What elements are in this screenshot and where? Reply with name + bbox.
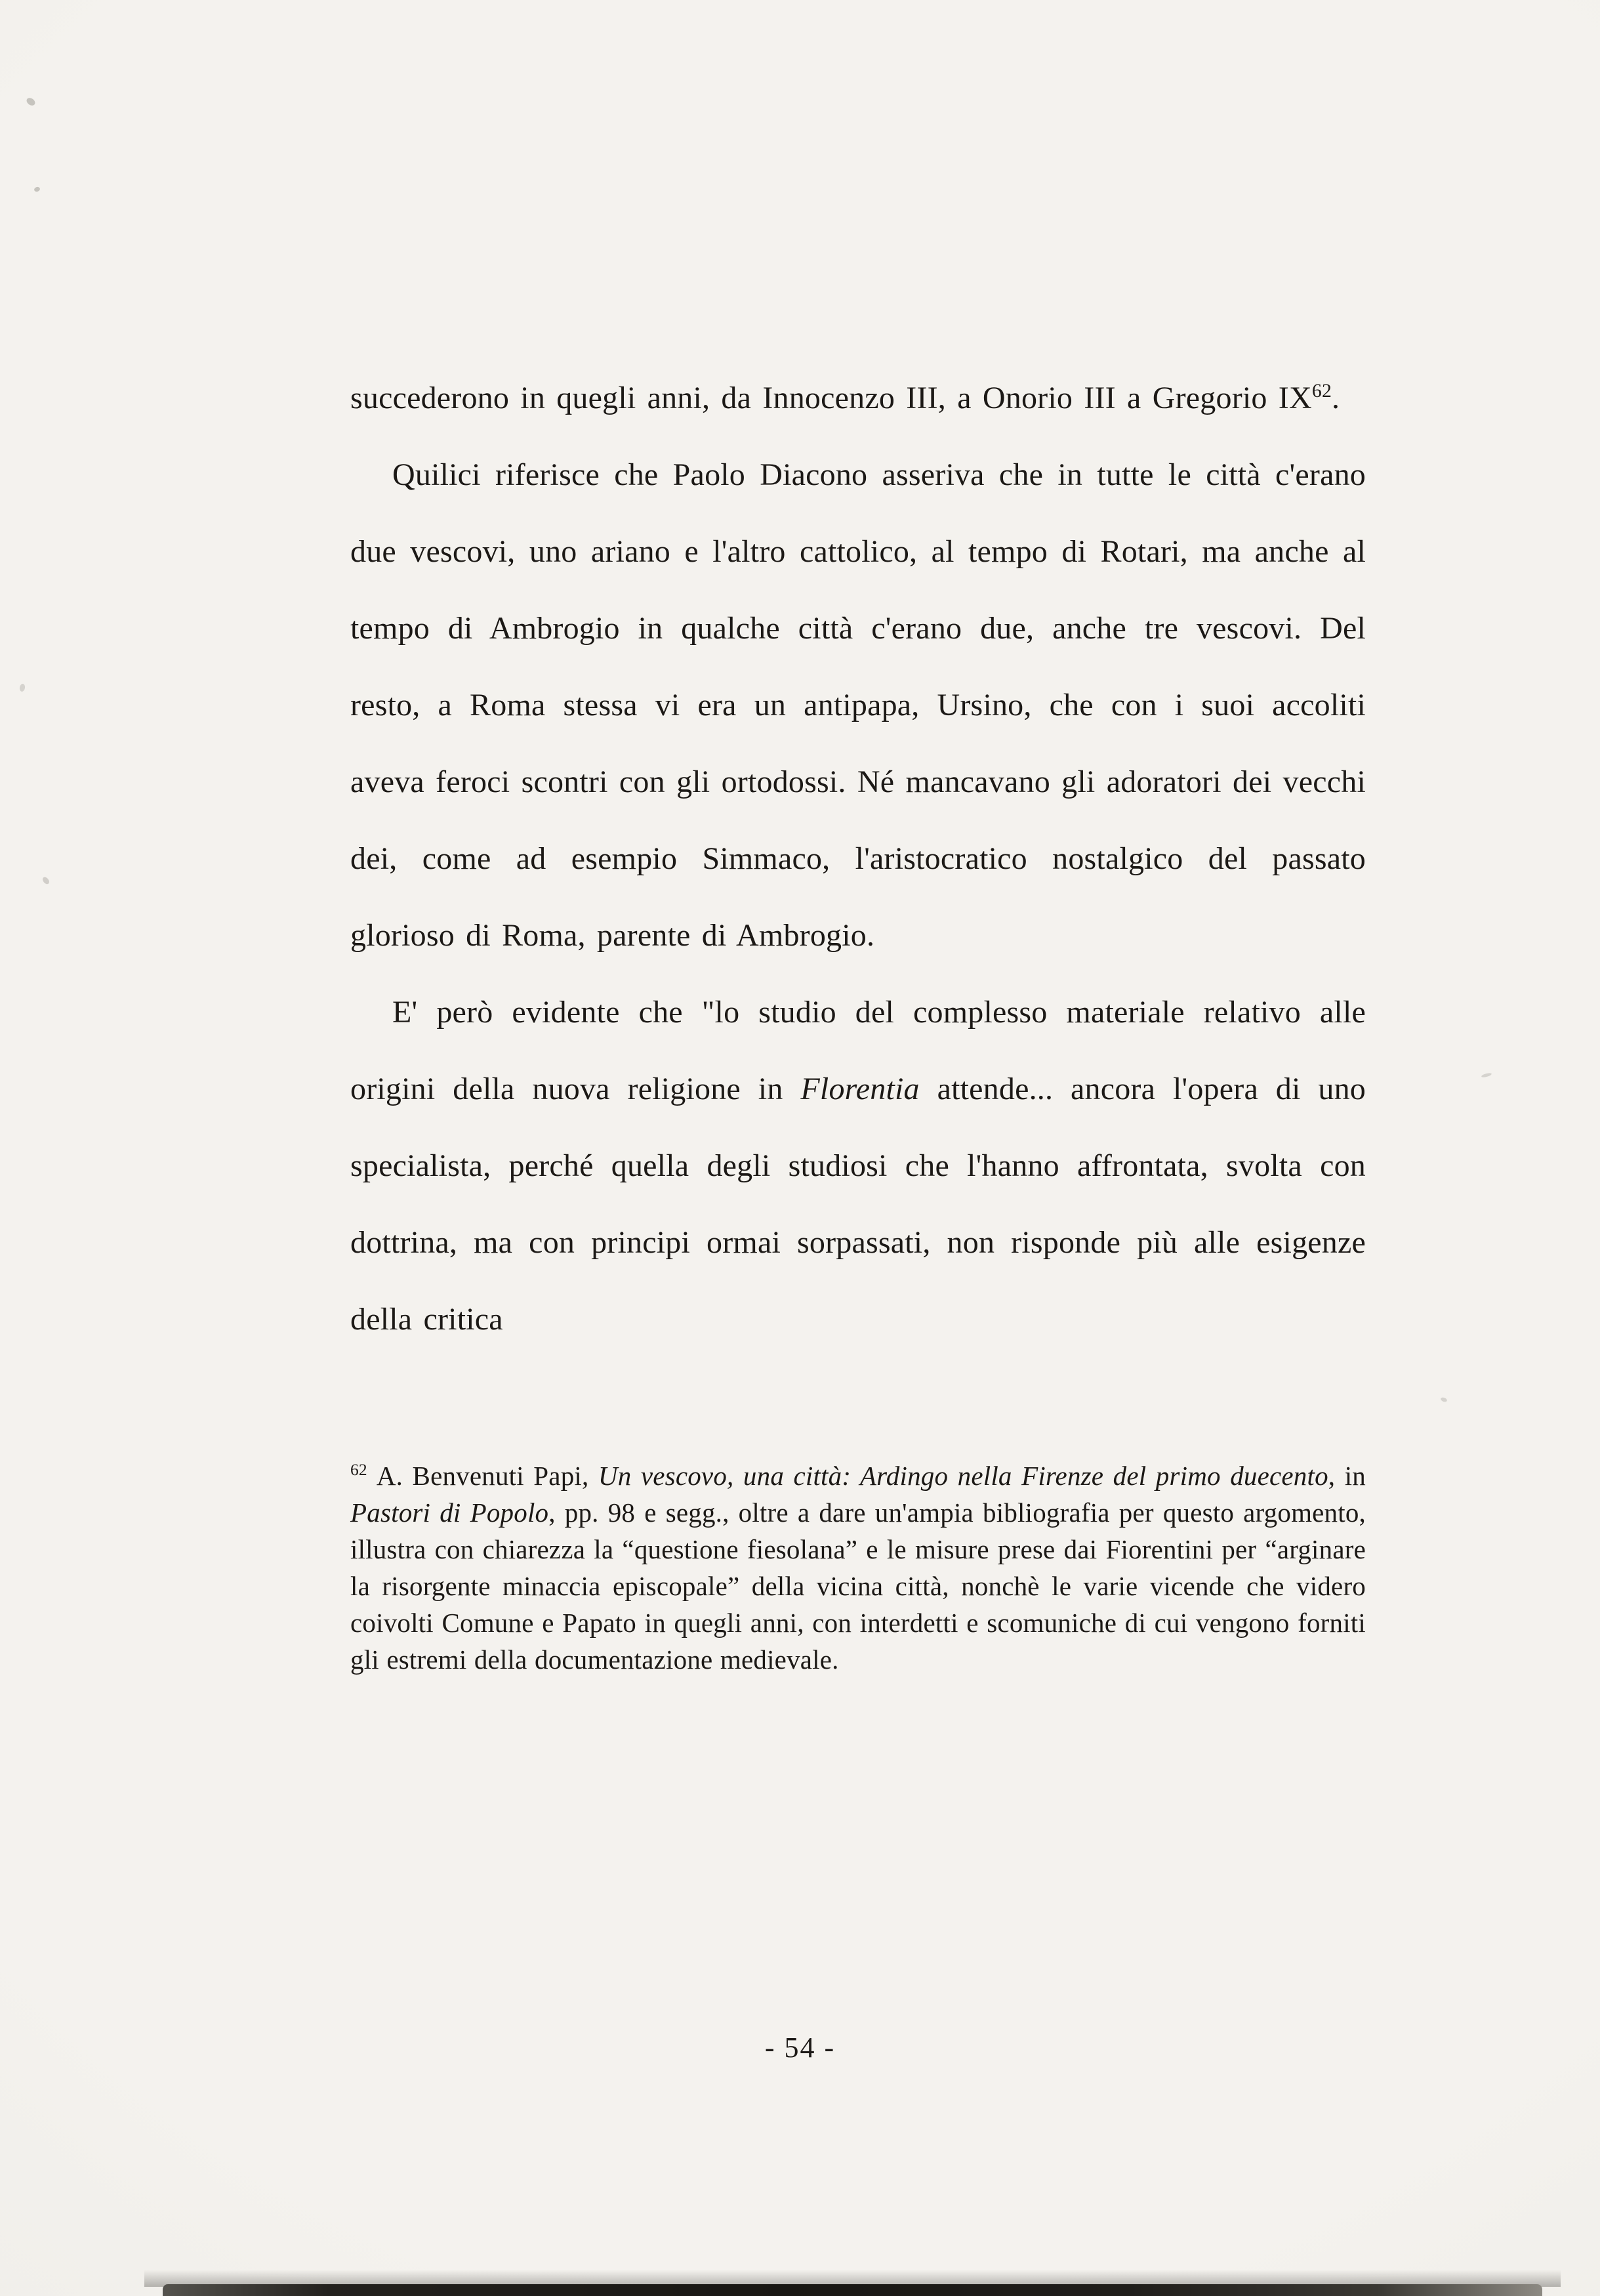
scan-bottom-edge	[163, 2284, 1542, 2296]
text-segment: A. Benvenuti Papi,	[376, 1461, 598, 1491]
text-segment: , in	[1328, 1461, 1366, 1491]
paragraph	[350, 436, 1366, 974]
paragraph	[350, 974, 1366, 1358]
scan-speck	[1481, 1072, 1492, 1078]
body-text-block	[350, 360, 1366, 1678]
paragraph	[350, 360, 1366, 436]
scan-speck	[19, 683, 26, 692]
scan-speck	[33, 186, 41, 193]
footnote-marker: 62	[350, 1461, 367, 1480]
body-paragraphs	[350, 360, 1366, 1358]
text-segment: attende... ancora l'opera di uno specialista, perché quella degli studiosi che l'hanno affrontata, svolta con dottrina, ma con principi ormai sorpassati, non risponde più alle esigenze della critica	[350, 1072, 1366, 1337]
text-segment: Quilici riferisce che Paolo Diacono asseriva che in tutte le città c'erano due vescovi, uno ariano e l'altro cattolico, al tempo di Rotari, ma anche al tempo di Ambrogio in qualche città c'erano due, anche tre vescovi. Del resto, a Roma stessa vi era un antipapa, Ursino, che con i suoi accoliti aveva feroci scontri con gli ortodossi. Né mancavano gli adoratori dei vecchi dei, come ad esempio Simmaco, l'aristocratico nostalgico del passato glorioso di Roma, parente di Ambrogio.	[350, 457, 1366, 953]
footnote-ref: 62	[1311, 380, 1332, 402]
scan-speck	[41, 876, 51, 885]
italic-text: Un vescovo, una città: Ardingo nella Firenze del primo duecento	[598, 1461, 1328, 1491]
page-number: - 54 -	[764, 2032, 836, 2064]
footnote-text	[350, 1461, 1366, 1675]
text-segment: succederono in quegli anni, da Innocenzo III, a Onorio III a Gregorio IX	[350, 381, 1312, 415]
italic-text: Florentia	[800, 1072, 920, 1106]
footnote	[350, 1457, 1366, 1678]
scan-speck	[1440, 1396, 1447, 1402]
text-segment: .	[1332, 381, 1340, 415]
scan-speck	[25, 96, 36, 107]
text-segment: E' però evidente che "lo studio del complesso materiale relativo alle origini della nuova religione in	[350, 995, 1366, 1106]
text-segment: , pp. 98 e segg., oltre a dare un'ampia bibliografia per questo argomento, illustra con chiarezza la “questione fiesolana” e le misure prese dai Fiorentini per “arginare la risorgente minaccia episcopale” della vicina città, nonchè le varie vicende che videro coivolti Comune e Papato in quegli anni, con interdetti e scomuniche di cui vengono forniti gli estremi della documentazione medievale.	[350, 1497, 1366, 1675]
italic-text: Pastori di Popolo	[350, 1497, 549, 1528]
